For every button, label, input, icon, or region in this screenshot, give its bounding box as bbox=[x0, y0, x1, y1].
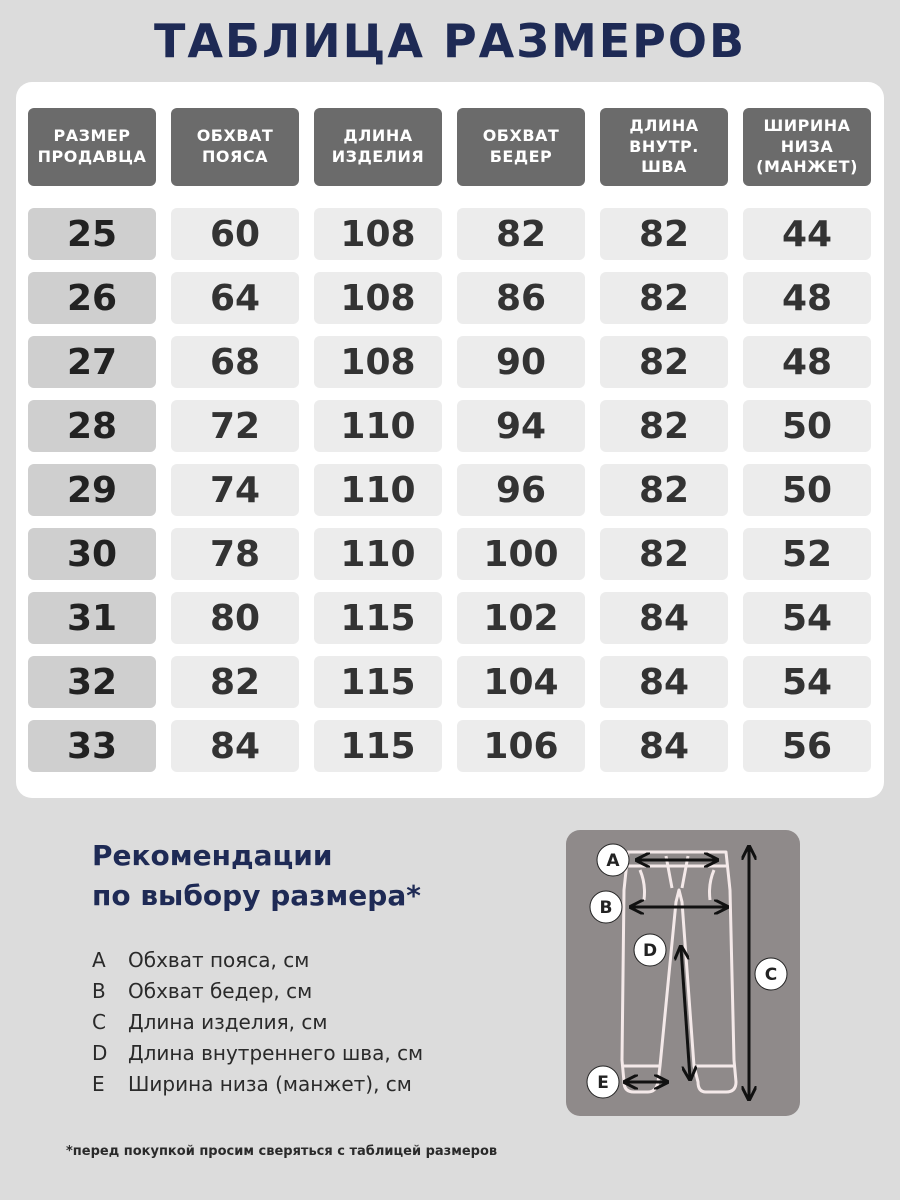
measurement-cell: 56 bbox=[743, 720, 871, 772]
measurement-cell: 104 bbox=[457, 656, 585, 708]
size-cell: 30 bbox=[28, 528, 156, 580]
size-cell: 25 bbox=[28, 208, 156, 260]
legend-text: Обхват бедер, см bbox=[128, 978, 313, 1003]
measurement-cell: 64 bbox=[171, 272, 299, 324]
legend-letter: C bbox=[92, 1009, 106, 1034]
size-table bbox=[28, 108, 871, 784]
legend-item bbox=[92, 944, 423, 975]
size-cell: 28 bbox=[28, 400, 156, 452]
measurement-cell: 82 bbox=[600, 272, 728, 324]
badge-letter: E bbox=[597, 1073, 609, 1093]
measurement-cell: 110 bbox=[314, 464, 442, 516]
measurement-cell: 50 bbox=[743, 464, 871, 516]
measurement-cell: 108 bbox=[314, 272, 442, 324]
pants-outline bbox=[622, 852, 736, 1092]
measurement-cell: 68 bbox=[171, 336, 299, 388]
measurement-cell: 48 bbox=[743, 272, 871, 324]
legend-letter: B bbox=[92, 978, 106, 1003]
page-title: ТАБЛИЦА РАЗМЕРОВ bbox=[153, 14, 747, 68]
legend-item bbox=[92, 975, 423, 1006]
measurement-cell: 94 bbox=[457, 400, 585, 452]
column-header: ШИРИНА НИЗА (МАНЖЕТ) bbox=[743, 108, 871, 186]
measurement-cell: 60 bbox=[171, 208, 299, 260]
size-cell: 27 bbox=[28, 336, 156, 388]
legend-text: Ширина низа (манжет), см bbox=[128, 1071, 412, 1096]
badge-letter: A bbox=[606, 851, 620, 871]
recommendations-title-line2: по выбору размера* bbox=[92, 879, 421, 912]
legend-text: Длина изделия, см bbox=[128, 1009, 328, 1034]
measurement-cell: 115 bbox=[314, 720, 442, 772]
footnote: *перед покупкой просим сверяться с таблицей размеров bbox=[66, 1144, 498, 1159]
measurement-cell: 50 bbox=[743, 400, 871, 452]
badge-letter: C bbox=[764, 965, 778, 985]
measurement-cell: 90 bbox=[457, 336, 585, 388]
measurement-cell: 84 bbox=[600, 592, 728, 644]
measurement-cell: 115 bbox=[314, 656, 442, 708]
measurement-cell: 72 bbox=[171, 400, 299, 452]
measurement-cell: 84 bbox=[171, 720, 299, 772]
pants-illustration bbox=[566, 830, 800, 1116]
legend-letter: D bbox=[92, 1040, 108, 1065]
recommendations-title-line1: Рекомендации bbox=[92, 839, 333, 872]
measurement-cell: 84 bbox=[600, 720, 728, 772]
column-header: ДЛИНА ИЗДЕЛИЯ bbox=[314, 108, 442, 186]
diagram-badge-a bbox=[597, 844, 629, 876]
measurement-cell: 110 bbox=[314, 400, 442, 452]
measurement-cell: 48 bbox=[743, 336, 871, 388]
legend-item bbox=[92, 1037, 423, 1068]
legend-item bbox=[92, 1006, 423, 1037]
measurement-cell: 82 bbox=[171, 656, 299, 708]
legend-letter: A bbox=[92, 947, 106, 972]
size-table-card bbox=[16, 82, 884, 798]
measurement-cell: 86 bbox=[457, 272, 585, 324]
diagram-badge-d bbox=[634, 934, 666, 966]
badge-letter: D bbox=[642, 941, 658, 961]
column-header: РАЗМЕР ПРОДАВЦА bbox=[28, 108, 156, 186]
legend-text: Обхват пояса, см bbox=[128, 947, 310, 972]
measurement-cell: 52 bbox=[743, 528, 871, 580]
legend-letter: E bbox=[92, 1071, 105, 1096]
column-header: ДЛИНА ВНУТР. ШВА bbox=[600, 108, 728, 186]
badge-letter: B bbox=[599, 898, 613, 918]
measurement-cell: 84 bbox=[600, 656, 728, 708]
column-header: ОБХВАТ ПОЯСА bbox=[171, 108, 299, 186]
measurement-legend bbox=[92, 944, 423, 1099]
size-cell: 26 bbox=[28, 272, 156, 324]
size-cell: 32 bbox=[28, 656, 156, 708]
measurement-cell: 82 bbox=[600, 208, 728, 260]
measurement-cell: 102 bbox=[457, 592, 585, 644]
measurement-cell: 78 bbox=[171, 528, 299, 580]
measurement-cell: 82 bbox=[600, 464, 728, 516]
measurement-cell: 82 bbox=[600, 336, 728, 388]
measurement-cell: 80 bbox=[171, 592, 299, 644]
measurement-cell: 74 bbox=[171, 464, 299, 516]
recommendations-title bbox=[92, 836, 421, 916]
measurement-cell: 100 bbox=[457, 528, 585, 580]
diagram-badge-c bbox=[755, 958, 787, 990]
size-cell: 31 bbox=[28, 592, 156, 644]
diagram-badge-b bbox=[590, 891, 622, 923]
size-cell: 33 bbox=[28, 720, 156, 772]
measurement-cell: 115 bbox=[314, 592, 442, 644]
diagram-badge-e bbox=[587, 1066, 619, 1098]
measurement-cell: 54 bbox=[743, 656, 871, 708]
legend-text: Длина внутреннего шва, см bbox=[128, 1040, 424, 1065]
measurement-cell: 82 bbox=[600, 528, 728, 580]
measurement-cell: 82 bbox=[600, 400, 728, 452]
measurement-cell: 108 bbox=[314, 208, 442, 260]
pants-measurement-diagram bbox=[566, 830, 800, 1116]
measurement-cell: 54 bbox=[743, 592, 871, 644]
measurement-cell: 108 bbox=[314, 336, 442, 388]
column-header: ОБХВАТ БЕДЕР bbox=[457, 108, 585, 186]
measurement-cell: 96 bbox=[457, 464, 585, 516]
size-cell: 29 bbox=[28, 464, 156, 516]
measurement-cell: 106 bbox=[457, 720, 585, 772]
measurement-cell: 110 bbox=[314, 528, 442, 580]
legend-item bbox=[92, 1068, 423, 1099]
measurement-cell: 44 bbox=[743, 208, 871, 260]
measurement-cell: 82 bbox=[457, 208, 585, 260]
